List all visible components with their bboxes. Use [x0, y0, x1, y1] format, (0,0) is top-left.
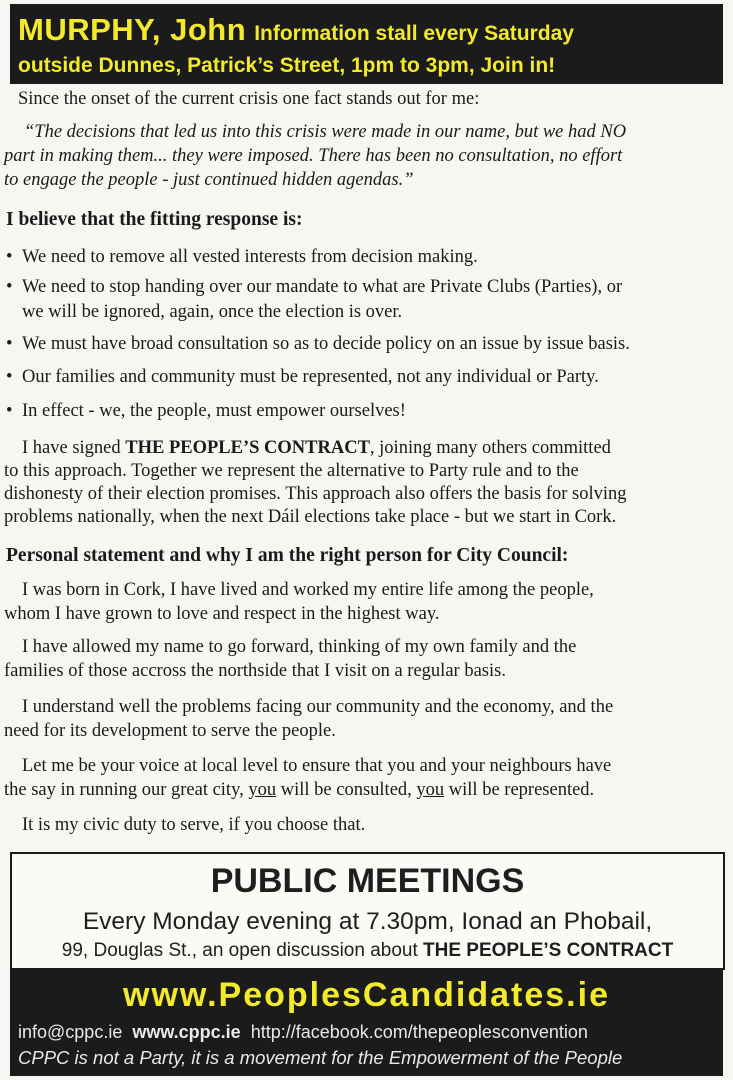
contract-line-4: problems nationally, when the next Dáil elections take place - but we start in Cork.	[4, 507, 617, 527]
bullet-text: we will be ignored, again, once the election is over.	[22, 302, 403, 322]
bullet-dot-icon: •	[6, 367, 13, 387]
personal-heading: Personal statement and why I am the right person for City Council:	[6, 545, 569, 566]
bullet-text: We need to remove all vested interests from decision making.	[22, 247, 478, 267]
bullet-dot-icon: •	[6, 247, 13, 267]
banner-line-1	[18, 12, 574, 48]
personal-p3-line-1: I understand well the problems facing our community and the economy, and the	[22, 697, 614, 717]
underlined-you: you	[416, 780, 445, 800]
meetings-text: 99, Douglas St., an open discussion about	[61, 940, 424, 961]
bullet-text: Our families and community must be represented, not any individual or Party.	[22, 367, 599, 387]
meetings-line-1: Every Monday evening at 7.30pm, Ionad an Phobail,	[82, 908, 653, 935]
website-link[interactable]: www.PeoplesCandidates.ie	[123, 976, 610, 1014]
contract-line-1	[22, 438, 611, 459]
cppc-site-link[interactable]: www.cppc.ie	[132, 1022, 241, 1042]
public-meetings-box	[10, 852, 725, 970]
bullet-dot-icon: •	[6, 334, 13, 354]
meetings-title: PUBLIC MEETINGS	[210, 862, 525, 900]
intro-text: Since the onset of the current crisis one fact stands out for me:	[18, 89, 480, 109]
contract-line-3: dishonesty of their election promises. This approach also offers the basis for solving	[4, 484, 627, 504]
personal-p4-line-1: Let me be your voice at local level to ensure that you and your neighbours have	[22, 756, 612, 776]
personal-text: the say in running our great city,	[4, 780, 249, 800]
quote-line-1: “The decisions that led us into this crisis were made in our name, but we had NO	[24, 122, 627, 142]
bullet-text: In effect - we, the people, must empower ourselves!	[22, 401, 406, 421]
personal-p2-line-1: I have allowed my name to go forward, thinking of my own family and the	[22, 637, 577, 657]
personal-p2-line-2: families of those accross the northside that I visit on a regular basis.	[4, 661, 506, 681]
bullet-text: We must have broad consultation so as to decide policy on an issue by issue basis.	[22, 334, 630, 354]
personal-p5: It is my civic duty to serve, if you choose that.	[22, 815, 366, 835]
personal-p3-line-2: need for its development to serve the people.	[4, 721, 336, 741]
personal-p4-line-2	[4, 780, 594, 801]
personal-p1-line-1: I was born in Cork, I have lived and worked my entire life among the people,	[22, 580, 594, 600]
footer-banner	[10, 970, 723, 1076]
personal-p1-line-2: whom I have grown to love and respect in the highest way.	[4, 604, 440, 624]
contact-line	[18, 1022, 598, 1043]
personal-text: will be consulted,	[276, 780, 417, 800]
tagline: CPPC is not a Party, it is a movement for the Empowerment of the People	[18, 1047, 623, 1068]
header-banner	[10, 4, 723, 84]
quote-line-2: part in making them... they were imposed. There has been no consultation, no effort	[4, 146, 623, 166]
email-link[interactable]: info@cppc.ie	[18, 1022, 123, 1042]
contract-line-2: to this approach. Together we represent the alternative to Party rule and to the	[4, 461, 579, 481]
facebook-link[interactable]: http://facebook.com/thepeoplesconvention	[250, 1022, 588, 1042]
contract-text: I have signed	[22, 438, 126, 458]
contract-text: , joining many others committed	[369, 438, 611, 458]
contract-name: THE PEOPLE’S CONTRACT	[125, 438, 370, 458]
quote-line-3: to engage the people - just continued hidden agendas.”	[4, 170, 414, 190]
response-heading: I believe that the fitting response is:	[6, 209, 303, 230]
stall-info-1: Information stall every Saturday	[254, 22, 574, 45]
bullet-text: We need to stop handing over our mandate to what are Private Clubs (Parties), or	[22, 277, 623, 297]
meetings-contract-name: THE PEOPLE’S CONTRACT	[423, 940, 674, 961]
underlined-you: you	[248, 780, 277, 800]
bullet-dot-icon: •	[6, 277, 13, 297]
stall-info-2: outside Dunnes, Patrick’s Street, 1pm to 3pm, Join in!	[18, 54, 556, 77]
meetings-line-2	[12, 940, 723, 962]
personal-text: will be represented.	[444, 780, 595, 800]
candidate-name: MURPHY, John	[18, 12, 247, 47]
bullet-dot-icon: •	[6, 401, 13, 421]
